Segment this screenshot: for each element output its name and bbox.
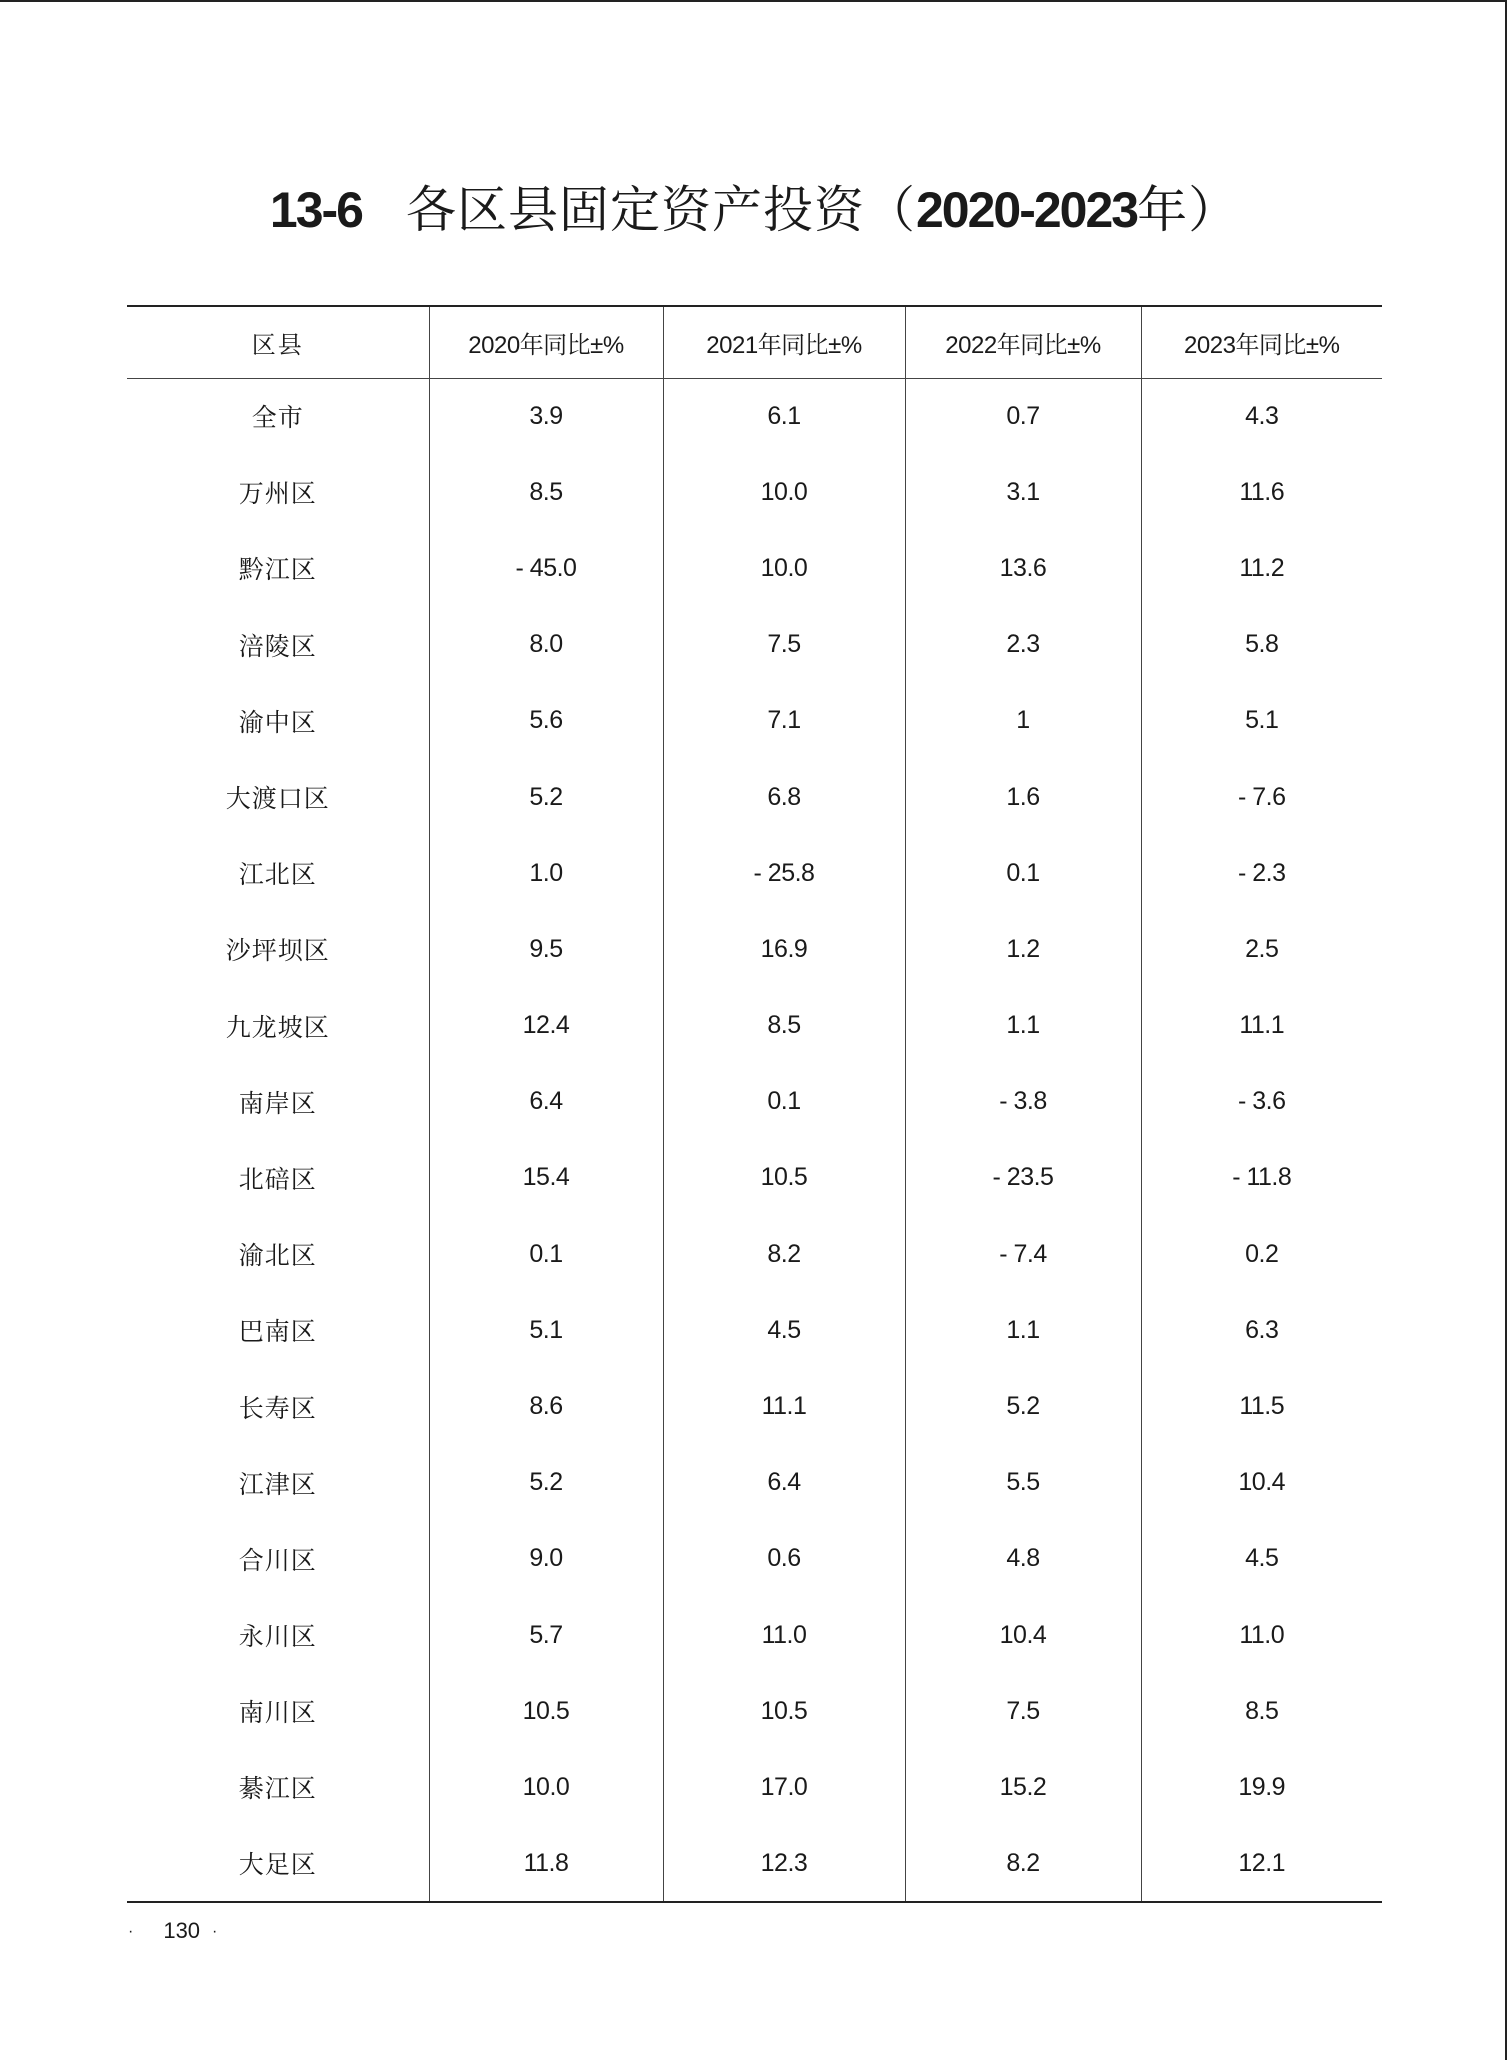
growth-value: 10.0: [429, 1749, 663, 1825]
table-row: [127, 911, 1382, 987]
header-year-3: 2022年同比±%: [905, 306, 1141, 378]
growth-value: 9.5: [429, 911, 663, 987]
district-name: 长寿区: [238, 1393, 317, 1423]
district-name: 渝中区: [238, 707, 317, 737]
table-row: [127, 1749, 1382, 1825]
growth-value: - 3.6: [1141, 1064, 1382, 1140]
growth-value: 6.3: [1141, 1292, 1382, 1368]
growth-value: 0.1: [663, 1064, 905, 1140]
district-name: 渝北区: [238, 1241, 317, 1271]
growth-value: 10.5: [429, 1673, 663, 1749]
growth-value: 5.7: [429, 1597, 663, 1673]
growth-value: - 3.8: [905, 1064, 1141, 1140]
growth-value: 6.4: [663, 1445, 905, 1521]
table-row: [127, 530, 1382, 606]
growth-value: 12.4: [429, 988, 663, 1064]
district-name: 全市: [251, 403, 304, 433]
table-header-row: [127, 306, 1382, 378]
growth-value: 11.2: [1141, 530, 1382, 606]
table-row: [127, 1064, 1382, 1140]
growth-value: 17.0: [663, 1749, 905, 1825]
growth-value: 1.1: [905, 988, 1141, 1064]
table-row: [127, 988, 1382, 1064]
growth-value: 4.3: [1141, 378, 1382, 454]
growth-value: 1: [905, 683, 1141, 759]
growth-value: 9.0: [429, 1521, 663, 1597]
growth-value: 0.1: [429, 1216, 663, 1292]
growth-value: 8.5: [1141, 1673, 1382, 1749]
table-row: [127, 378, 1382, 454]
header-district: 区县: [127, 306, 429, 378]
growth-value: 1.6: [905, 759, 1141, 835]
growth-value: 1.2: [905, 911, 1141, 987]
growth-value: 5.2: [429, 759, 663, 835]
growth-value: 10.4: [905, 1597, 1141, 1673]
table-row: [127, 759, 1382, 835]
growth-value: 6.8: [663, 759, 905, 835]
growth-value: 4.5: [1141, 1521, 1382, 1597]
growth-value: 5.5: [905, 1445, 1141, 1521]
page-number: [128, 1918, 217, 1944]
growth-value: 10.5: [663, 1140, 905, 1216]
title-suffix: 年）: [1137, 181, 1240, 239]
table-row: [127, 1445, 1382, 1521]
district-name: 永川区: [238, 1622, 317, 1652]
district-name: 万州区: [238, 479, 317, 509]
table-body: [127, 378, 1382, 1902]
table-row: [127, 1292, 1382, 1368]
growth-value: 0.7: [905, 378, 1141, 454]
table-row: [127, 607, 1382, 683]
growth-value: - 45.0: [429, 530, 663, 606]
table-row: [127, 1368, 1382, 1444]
table-row: [127, 835, 1382, 911]
district-name: 江津区: [238, 1469, 317, 1499]
growth-value: 6.4: [429, 1064, 663, 1140]
growth-value: 10.0: [663, 530, 905, 606]
growth-value: 0.2: [1141, 1216, 1382, 1292]
page-dot-left: ·: [128, 1923, 134, 1941]
growth-value: 19.9: [1141, 1749, 1382, 1825]
growth-value: 10.0: [663, 454, 905, 530]
table-row: [127, 1521, 1382, 1597]
table-row: [127, 1826, 1382, 1902]
growth-value: 15.2: [905, 1749, 1141, 1825]
district-name: 黔江区: [238, 555, 317, 585]
growth-value: - 25.8: [663, 835, 905, 911]
table-row: [127, 1597, 1382, 1673]
header-year-2: 2021年同比±%: [663, 306, 905, 378]
growth-value: 11.8: [429, 1826, 663, 1902]
growth-value: 5.1: [429, 1292, 663, 1368]
growth-value: 0.6: [663, 1521, 905, 1597]
growth-value: 2.5: [1141, 911, 1382, 987]
growth-value: - 23.5: [905, 1140, 1141, 1216]
header-year-4: 2023年同比±%: [1141, 306, 1382, 378]
district-name: 涪陵区: [238, 631, 317, 661]
growth-value: - 2.3: [1141, 835, 1382, 911]
growth-value: 11.6: [1141, 454, 1382, 530]
table-row: [127, 1673, 1382, 1749]
district-name: 南川区: [238, 1698, 317, 1728]
table-row: [127, 683, 1382, 759]
growth-value: 10.4: [1141, 1445, 1382, 1521]
growth-value: 8.0: [429, 607, 663, 683]
growth-value: 13.6: [905, 530, 1141, 606]
growth-value: 11.5: [1141, 1368, 1382, 1444]
growth-value: 5.1: [1141, 683, 1382, 759]
growth-value: 2.3: [905, 607, 1141, 683]
growth-value: 1.1: [905, 1292, 1141, 1368]
growth-value: 8.5: [429, 454, 663, 530]
district-name: 沙坪坝区: [225, 936, 330, 966]
growth-value: 12.1: [1141, 1826, 1382, 1902]
growth-value: 7.5: [905, 1673, 1141, 1749]
table-row: [127, 1216, 1382, 1292]
growth-value: 11.1: [1141, 988, 1382, 1064]
growth-value: 10.5: [663, 1673, 905, 1749]
growth-value: 11.1: [663, 1368, 905, 1444]
district-name: 北碚区: [238, 1164, 317, 1194]
investment-table: [127, 305, 1382, 1903]
growth-value: - 7.4: [905, 1216, 1141, 1292]
district-name: 大足区: [127, 1826, 429, 1902]
district-name: 南岸区: [238, 1088, 317, 1118]
growth-value: 1.0: [429, 835, 663, 911]
growth-value: 12.3: [663, 1826, 905, 1902]
header-year-1: 2020年同比±%: [429, 306, 663, 378]
growth-value: 11.0: [663, 1597, 905, 1673]
growth-value: - 7.6: [1141, 759, 1382, 835]
table-number: 13-6: [269, 182, 362, 238]
district-name: 九龙坡区: [225, 1012, 330, 1042]
growth-value: 8.2: [663, 1216, 905, 1292]
title-years: 2020-2023: [915, 182, 1138, 238]
page-number-value: 130: [163, 1918, 201, 1943]
growth-value: 0.1: [905, 835, 1141, 911]
growth-value: 11.0: [1141, 1597, 1382, 1673]
growth-value: 4.8: [905, 1521, 1141, 1597]
growth-value: 3.9: [429, 378, 663, 454]
growth-value: 7.5: [663, 607, 905, 683]
growth-value: 7.1: [663, 683, 905, 759]
page-dot-right: ·: [212, 1923, 218, 1941]
growth-value: 5.2: [429, 1445, 663, 1521]
growth-value: 3.1: [905, 454, 1141, 530]
growth-value: 16.9: [663, 911, 905, 987]
growth-value: 15.4: [429, 1140, 663, 1216]
title-text: 各区县固定资产投资（: [405, 181, 916, 239]
growth-value: - 11.8: [1141, 1140, 1382, 1216]
growth-value: 5.8: [1141, 607, 1382, 683]
district-name: 綦江区: [238, 1774, 317, 1804]
district-name: 巴南区: [238, 1317, 317, 1347]
growth-value: 6.1: [663, 378, 905, 454]
table-row: [127, 454, 1382, 530]
district-name: 大渡口区: [225, 784, 330, 814]
district-name: 合川区: [238, 1545, 317, 1575]
table-row: [127, 1140, 1382, 1216]
page-title: [0, 175, 1509, 245]
growth-value: 5.2: [905, 1368, 1141, 1444]
growth-value: 4.5: [663, 1292, 905, 1368]
growth-value: 8.5: [663, 988, 905, 1064]
district-name: 江北区: [238, 860, 317, 890]
growth-value: 5.6: [429, 683, 663, 759]
growth-value: 8.6: [429, 1368, 663, 1444]
growth-value: 8.2: [905, 1826, 1141, 1902]
